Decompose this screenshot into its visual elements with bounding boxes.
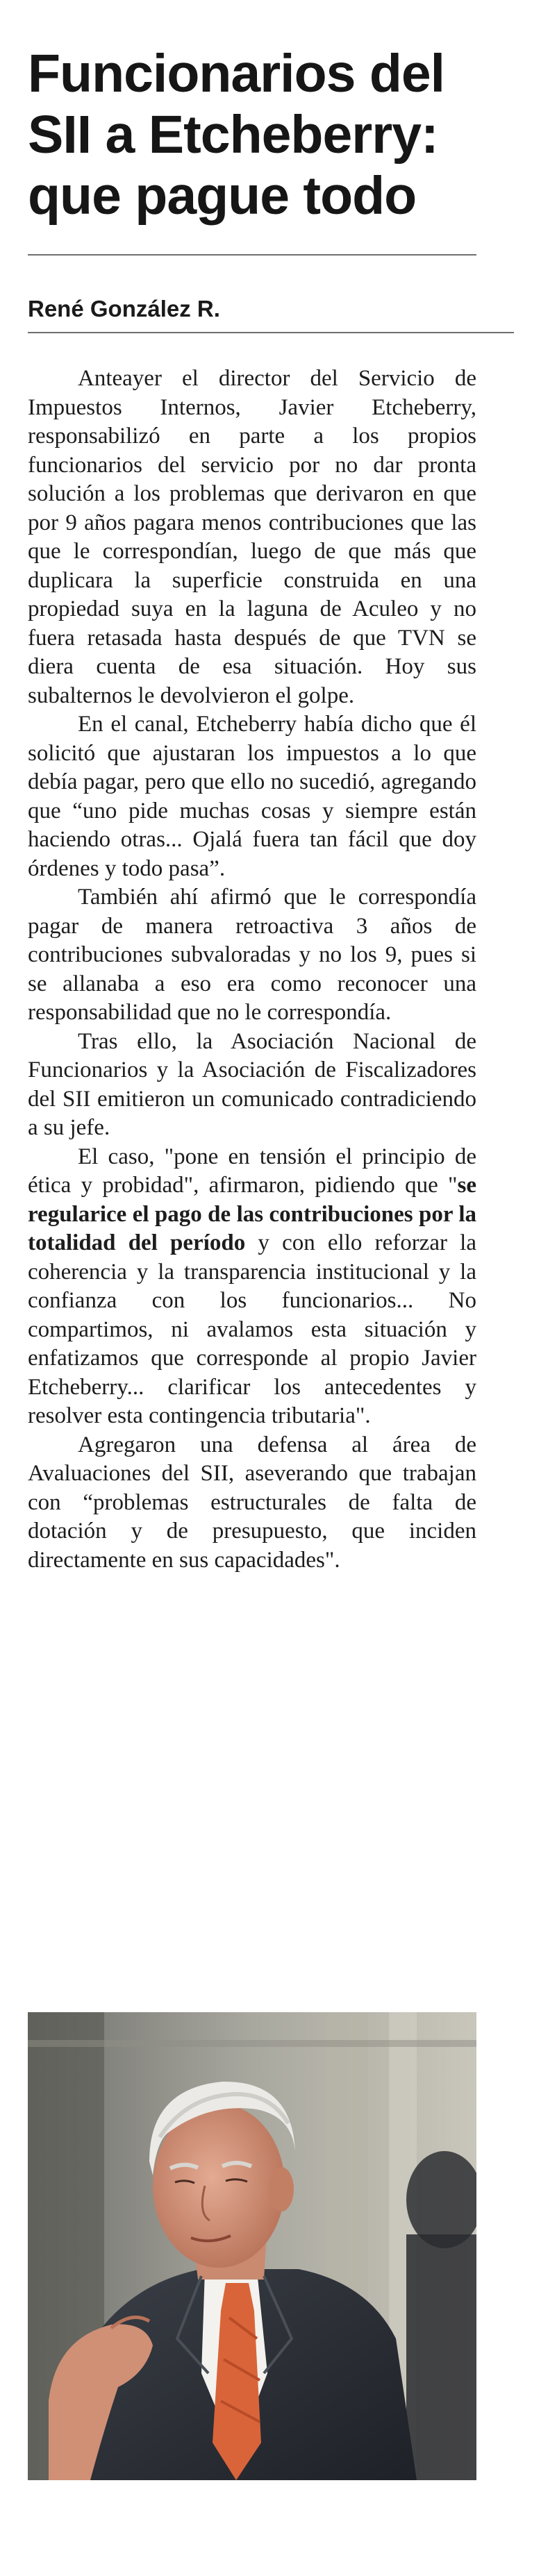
- headline-line-3: que pague todo: [28, 166, 417, 226]
- paragraph-2: En el canal, Etcheberry había dicho que él solicitó que ajustaran los impuestos a lo que debía pagar, pero que ello no sucedió, agregando que “uno pide muchas cosas y siempre están haciendo otras... Ojalá fuera tan fácil que doy órdenes y todo pasa”.: [28, 712, 476, 881]
- paragraph-6: Agregaron una defensa al área de Avaluaciones del SII, aseverando que trabajan con “problemas estructurales de falta de dotación y de presupuesto, que inciden directamente en sus capacidades".: [28, 1432, 476, 1573]
- headline-line-2: SII a Etcheberry:: [28, 105, 438, 165]
- headline-line-1: Funcionarios del: [28, 44, 445, 103]
- quote-text-bold: se regularice el pago de las contribuciones por la totalidad del período: [28, 1173, 476, 1255]
- paragraph-3: También ahí afirmó que le correspondía pagar de manera retroactiva 3 años de contribuciones subvaloradas y no los 9, pues si se allanaba a eso era como reconocer una responsabilidad que no le correspondía.: [28, 885, 476, 1025]
- headline: [28, 43, 514, 226]
- quote-text-after: y con ello reforzar la coherencia y la transparencia institucional y la confianza con los funcionarios... No compartimos, ni avalamos esta situación y enfatizamos que corresponde al propio Javier Etcheberry... clarificar los antecedentes y resolver esta contingencia tributaria".: [28, 1230, 476, 1428]
- article-body: [28, 365, 476, 1575]
- byline: René González R.: [28, 296, 220, 321]
- article-photo: [28, 2012, 476, 2480]
- byline-divider: [28, 332, 514, 333]
- paragraph-1: Anteayer el director del Servicio de Impuestos Internos, Javier Etcheberry, responsabilizó en parte a los propios funcionarios del servicio por no dar pronta solución a los problemas que derivaron en que por 9 años pagara menos contribuciones que las que le correspondían, luego de que más que duplicara la superficie construida en una propiedad suya en la laguna de Aculeo y no fuera retasada hasta después de que TVN se diera cuenta de esa situación. Hoy sus subalternos le devolvieron el golpe.: [28, 366, 476, 708]
- headline-divider: [28, 254, 476, 256]
- paragraph-4: Tras ello, la Asociación Nacional de Funcionarios y la Asociación de Fiscalizadores del SII emitieron un comunicado contradiciendo a su jefe.: [28, 1028, 476, 1140]
- photo-illustration: [28, 2012, 476, 2480]
- paragraph-5-quote: [28, 1143, 476, 1431]
- quote-text-before: El caso, "pone en tensión el principio de ética y probidad", afirmaron, pidiendo que ": [28, 1144, 476, 1198]
